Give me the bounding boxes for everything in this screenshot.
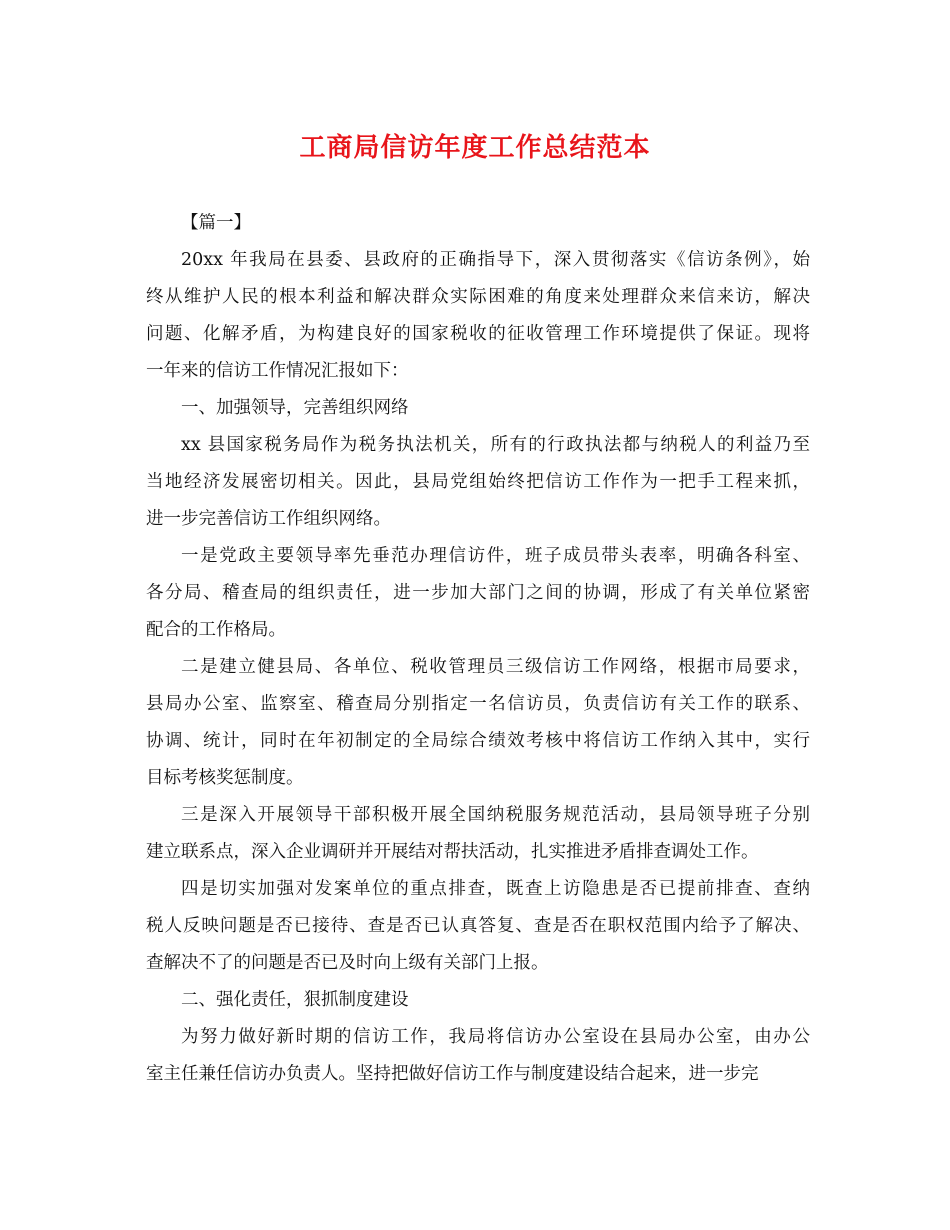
paragraph-line: 协调、统计，同时在年初制定的全局综合绩效考核中将信访工作纳入其中，实行: [146, 731, 810, 751]
paragraph: [146, 871, 810, 982]
paragraph-line: 县局办公室、监察室、稽查局分别指定一名信访员，负责信访有关工作的联系、: [146, 694, 810, 714]
paragraph: [146, 427, 810, 538]
paragraph: [146, 205, 810, 242]
paragraph: [146, 242, 810, 390]
paragraph-line: 税人反映问题是否已接待、查是否已认真答复、查是否在职权范围内给予了解决、: [146, 916, 810, 936]
paragraph-line: 一、加强领导，完善组织网络: [181, 398, 409, 418]
paragraph-line: 目标考核奖惩制度。: [146, 768, 304, 788]
paragraph-line: 室主任兼任信访办负责人。坚持把做好信访工作与制度建设结合起来，进一步完: [146, 1064, 759, 1084]
paragraph: [146, 649, 810, 797]
paragraph-line: 查解决不了的问题是否已及时向上级有关部门上报。: [146, 953, 549, 973]
paragraph: [146, 538, 810, 649]
paragraph-line: 建立联系点，深入企业调研并开展结对帮扶活动，扎实推进矛盾排查调处工作。: [146, 842, 759, 862]
paragraph: [146, 797, 810, 871]
paragraph-line: 三是深入开展领导干部积极开展全国纳税服务规范活动，县局领导班子分别: [181, 805, 810, 825]
paragraph-line: 20xx 年我局在县委、县政府的正确指导下，深入贯彻落实《信访条例》，始: [181, 250, 810, 270]
paragraph-line: 问题、化解矛盾，为构建良好的国家税收的征收管理工作环境提供了保证。现将: [146, 324, 810, 344]
paragraph-line: 四是切实加强对发案单位的重点排查，既查上访隐患是否已提前排查、查纳: [181, 879, 810, 899]
paragraph-line: 二、强化责任，狠抓制度建设: [181, 990, 409, 1010]
paragraph: [146, 982, 810, 1019]
document-body: [146, 205, 810, 1093]
paragraph-line: 一是党政主要领导率先垂范办理信访件，班子成员带头表率，明确各科室、: [181, 546, 810, 566]
paragraph-line: 当地经济发展密切相关。因此，县局党组始终把信访工作作为一把手工程来抓，: [146, 472, 810, 492]
paragraph: [146, 390, 810, 427]
paragraph-line: 配合的工作格局。: [146, 620, 286, 640]
paragraph-line: 【篇一】: [181, 213, 251, 233]
paragraph-line: 各分局、稽查局的组织责任，进一步加大部门之间的协调，形成了有关单位紧密: [146, 583, 810, 603]
paragraph: [146, 1019, 810, 1093]
document-title: 工商局信访年度工作总结范本: [299, 133, 651, 163]
paragraph-line: xx 县国家税务局作为税务执法机关，所有的行政执法都与纳税人的利益乃至: [181, 435, 810, 455]
paragraph-line: 一年来的信访工作情况汇报如下：: [146, 361, 409, 381]
paragraph-line: 进一步完善信访工作组织网络。: [146, 509, 391, 529]
paragraph-line: 二是建立健县局、各单位、税收管理员三级信访工作网络，根据市局要求，: [181, 657, 810, 677]
paragraph-line: 为努力做好新时期的信访工作，我局将信访办公室设在县局办公室，由办公: [181, 1027, 810, 1047]
paragraph-line: 终从维护人民的根本利益和解决群众实际困难的角度来处理群众来信来访，解决: [146, 287, 810, 307]
